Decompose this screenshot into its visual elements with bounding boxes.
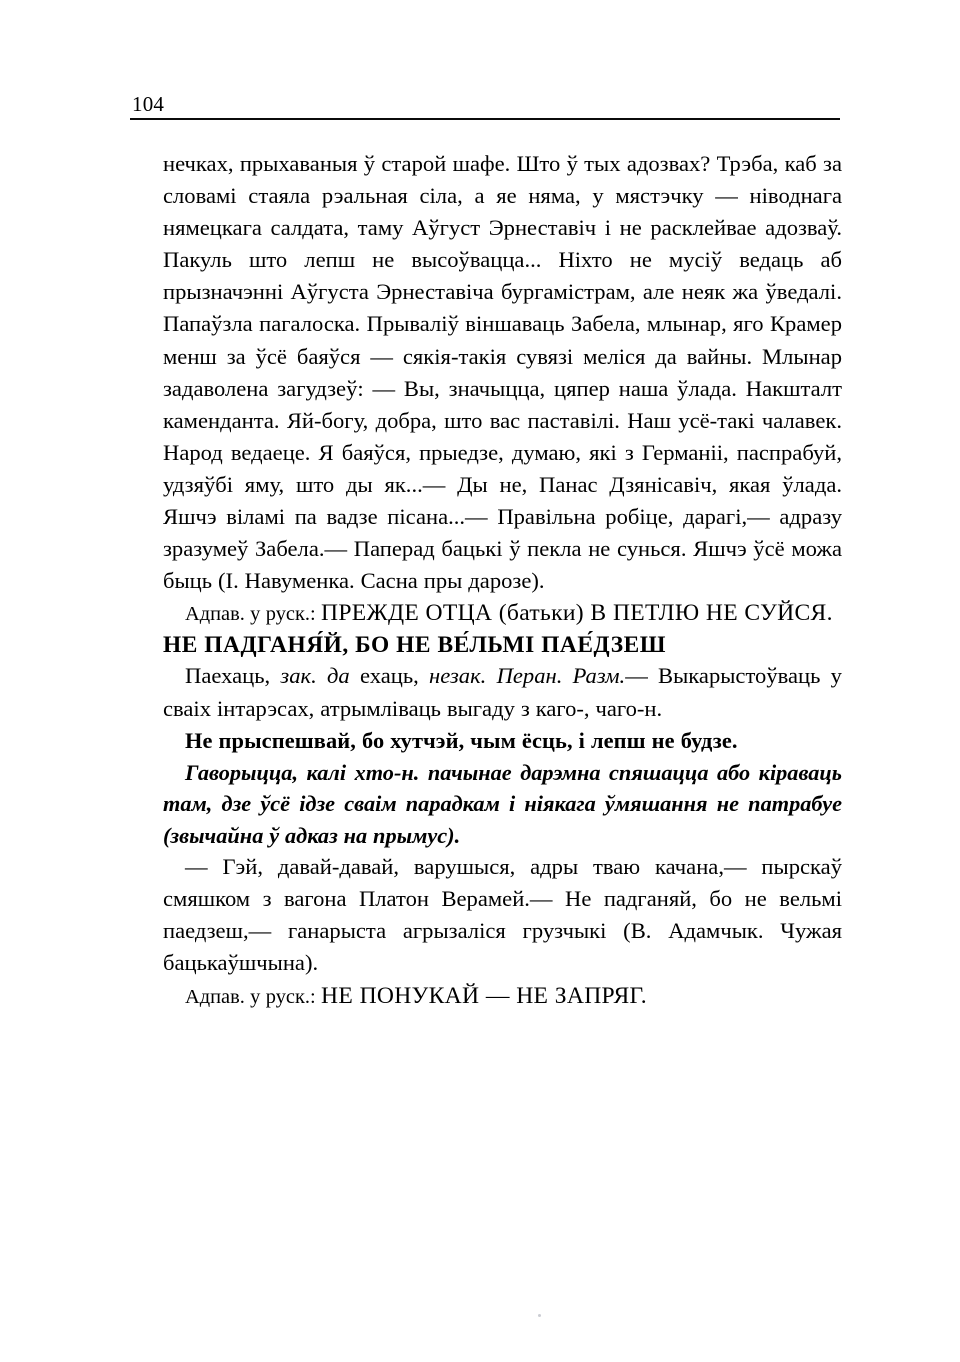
definition-grammar-2: незак. Перан. Разм. — [429, 663, 626, 689]
page-number: 104 — [132, 92, 165, 116]
definition-headword: Паехаць, — [185, 663, 281, 689]
definition-link: да — [327, 663, 360, 689]
russian-equivalent-1 — [163, 597, 842, 630]
russian-equivalent-2 — [163, 980, 842, 1013]
definition-grammar-1: зак. — [280, 663, 327, 689]
header-rule — [130, 118, 840, 120]
entry-headword: НЕ ПАДГАНЯ́Й, БО НЕ ВЕ́ЛЬМІ ПАЕ́ДЗЕШ — [163, 632, 667, 659]
continued-paragraph: нечках, прыхаваныя ў старой шафе. Што ў тых адозвах? Трэба, каб за словамі стаяла рэальная сіла, а яе няма, у мястэчку — ніводнага нямецкага салдата, таму Аўгуст Эрнеставіч і не расклейвае адозваў. Пакуль што лепш не высоўвацца... Ніхто не мусіў ведаць аб прызначэнні Аўгуста Эрнеставіча бургамістрам, але неяк жа ўведалі. Папаўзла пагалоска. Прываліў віншаваць Забела, млынар, яго Крамер менш за ўсё баяўся — сякія-такія сувязі меліся да вайны. Млынар задаволена загудзеў: — Вы, значыцца, цяпер наша ўлада. Накшталт каменданта. Яй-богу, добра, што вас паставілі. Наш усё-такі чалавек. Народ ведаеце. Я баяўся, прыедзе, думаю, які з Германіі, паспрабуй, удзяўбі яму, што ды як...— Ды не, Панас Дзянісавіч, якая ўлада. Яшчэ віламі па вадзе пісана...— Правільна робіце, дарагі,— адразу зразумеў Забела.— Паперад бацькі ў пекла не сунься. Яшчэ ўсё можа быць (І. Навуменка. Сасна пры дарозе). — [163, 151, 842, 594]
definition-link-word: ехаць, — [359, 663, 430, 689]
definition-paragraph — [163, 660, 842, 724]
text-column — [163, 148, 842, 1013]
equivalent-label-2: Адпав. у руск.: — [185, 985, 322, 1008]
running-head — [130, 92, 842, 120]
definition-sense: Выкарыстоўваць у сваіх інтарэсах, атрымліваць выгаду з каго-, чаго-н. — [163, 663, 842, 721]
scan-artifact — [538, 1314, 541, 1317]
equivalent-text-1: ПРЕЖДЕ ОТЦА (батьки) В ПЕТЛЮ НЕ СУЙСЯ. — [321, 600, 833, 627]
definition-dash: — — [625, 663, 659, 689]
proverb-line: Не прыспешвай, бо хутчэй, чым ёсць, і лепш не будзе. — [185, 727, 738, 753]
citation-paragraph: — Гэй, давай-давай, варушыся, адры тваю качана,— пырскаў смяшком з вагона Платон Верамей.— Не падганяй, бо не вельмі паедзеш,— ганарыста агрызаліся грузчыкі (В. Адамчык. Чужая бацькаўшчына). — [163, 854, 842, 976]
equivalent-label-1: Адпав. у руск.: — [185, 603, 322, 626]
usage-gloss: Гаворыцца, калі хто-н. пачынае дарэмна спяшацца або кіраваць там, дзе ўсё ідзе сваім парадкам і ніякага ўмяшання не патрабуе (звычайна ў адказ на прымус). — [163, 759, 842, 848]
equivalent-text-2: НЕ ПОНУКАЙ — НЕ ЗАПРЯГ. — [321, 982, 648, 1009]
